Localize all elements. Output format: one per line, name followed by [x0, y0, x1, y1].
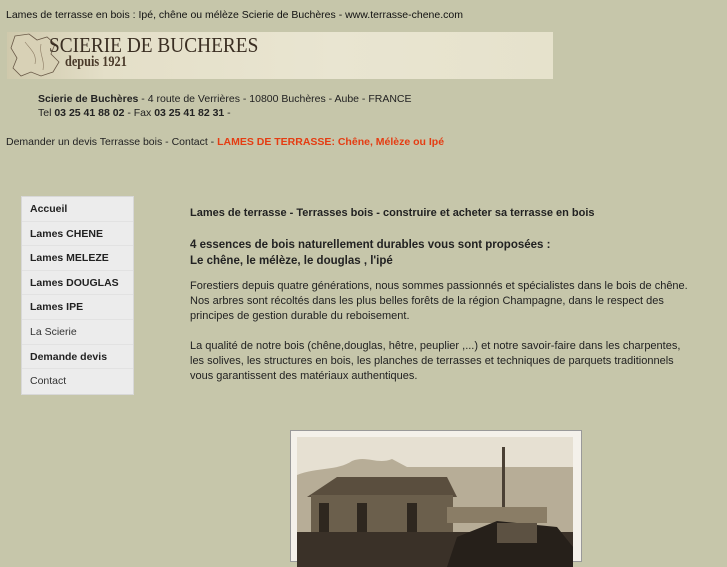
tel-number: 03 25 41 88 02: [54, 107, 125, 119]
nav-contact-link[interactable]: Contact: [171, 136, 208, 148]
content-heading: Lames de terrasse - Terrasses bois - construire et acheter sa terrasse en bois: [190, 207, 595, 219]
sidebar-menu: [21, 196, 134, 395]
banner-since: depuis 1921: [65, 54, 127, 70]
content-paragraph: Nos arbres sont récoltés dans les plus belles forêts de la région Champagne, dans le respect des principes de gestion durable du reboisement.: [190, 295, 664, 322]
sidebar-item-lames-ipe[interactable]: Lames IPE: [22, 295, 133, 320]
company-address: [38, 92, 412, 120]
sidebar-item-la-scierie[interactable]: La Scierie: [22, 320, 133, 345]
content-paragraph: Forestiers depuis quatre générations, nous sommes passionnés et spécialistes dans le bois de chêne.: [190, 280, 688, 292]
sidebar-item-lames-douglas[interactable]: Lames DOUGLAS: [22, 271, 133, 296]
sawmill-photo-frame: [290, 430, 582, 562]
address-street: - 4 route de Verrières - 10800 Buchères - Aube - FRANCE: [138, 93, 412, 105]
sidebar-item-demande-devis[interactable]: Demande devis: [22, 345, 133, 370]
content-essences: Le chêne, le mélèze, le douglas , l'ipé: [190, 255, 393, 267]
top-navigation: [6, 136, 444, 148]
nav-highlight: LAMES DE TERRASSE: Chêne, Mélèze ou Ipé: [217, 136, 445, 148]
nav-separator: -: [207, 136, 218, 148]
address-tail: -: [224, 107, 231, 119]
sidebar-item-accueil[interactable]: Accueil: [22, 197, 133, 222]
sidebar-item-contact[interactable]: Contact: [30, 375, 67, 388]
banner-logo[interactable]: [7, 32, 553, 79]
fax-number: 03 25 41 82 31: [154, 107, 225, 119]
sidebar-item-lames-meleze[interactable]: Lames MELEZE: [22, 246, 133, 271]
sawmill-photo: [297, 437, 573, 567]
tel-label: Tel: [38, 107, 55, 119]
main-content: [190, 206, 690, 384]
page-title: Lames de terrasse en bois : Ipé, chêne ou mélèze Scierie de Buchères - www.terrasse-chene.com: [6, 9, 463, 21]
nav-separator: -: [162, 136, 172, 148]
content-paragraph: La qualité de notre bois (chêne,douglas, hêtre, peuplier ,...) et notre savoir-faire dans les charpentes, les solives, les structures en bois, les planches de terrasses et techniques de parquets traditionnels vous garantissent des matériaux authentiques.: [190, 340, 681, 382]
content-subheading: 4 essences de bois naturellement durables vous sont proposées :: [190, 239, 551, 251]
company-name: Scierie de Buchères: [38, 93, 139, 105]
sawmill-photo-drawing: [297, 437, 573, 567]
sidebar-item-lames-chene[interactable]: Lames CHENE: [22, 222, 133, 247]
nav-devis-link[interactable]: Demander un devis Terrasse bois: [6, 136, 163, 148]
fax-label: - Fax: [124, 107, 155, 119]
banner-name: SCIERIE DE BUCHERES: [49, 33, 259, 57]
